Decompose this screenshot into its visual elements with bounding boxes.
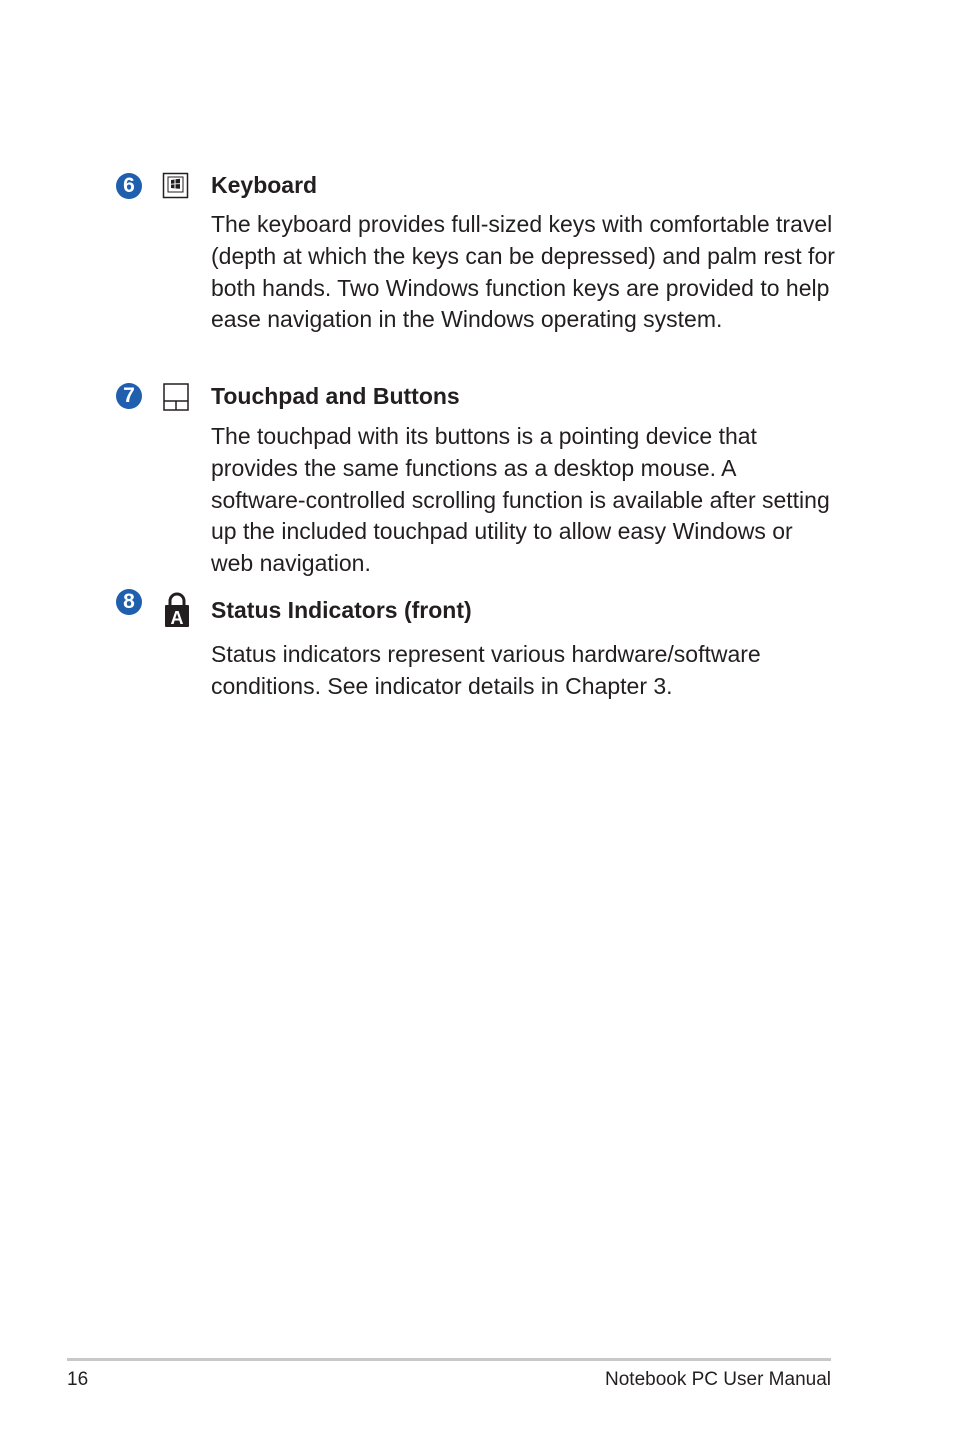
caps-lock-letter: A	[170, 608, 184, 628]
manual-title: Notebook PC User Manual	[605, 1369, 831, 1390]
page-number: 16	[67, 1369, 89, 1390]
footer-divider	[67, 1358, 831, 1361]
keyboard-windows-key-icon	[162, 172, 192, 202]
touchpad-heading: Touchpad and Buttons	[211, 383, 460, 409]
keyboard-heading: Keyboard	[211, 172, 318, 198]
number-badge-7: 7	[116, 383, 142, 409]
caps-lock-indicator-icon	[162, 592, 192, 628]
keyboard-description: The keyboard provides full-sized keys with comfortable travel (depth at which the keys can be depressed) and palm rest for both hands. Two Windows function keys are provided to help ease navigation in the Windows operating system.	[211, 211, 835, 333]
touchpad-icon	[162, 382, 192, 412]
status-indicators-heading: Status Indicators (front)	[211, 597, 472, 623]
status-indicators-description: Status indicators represent various hardware/software conditions. See indicator details in Chapter 3.	[211, 641, 761, 699]
number-badge-6: 6	[116, 173, 142, 199]
touchpad-description: The touchpad with its buttons is a pointing device that provides the same functions as a desktop mouse. A software-controlled scrolling function is available after setting up the included touchpad utility to allow easy Windows or web navigation.	[211, 423, 830, 577]
number-badge-8: 8	[116, 589, 142, 615]
